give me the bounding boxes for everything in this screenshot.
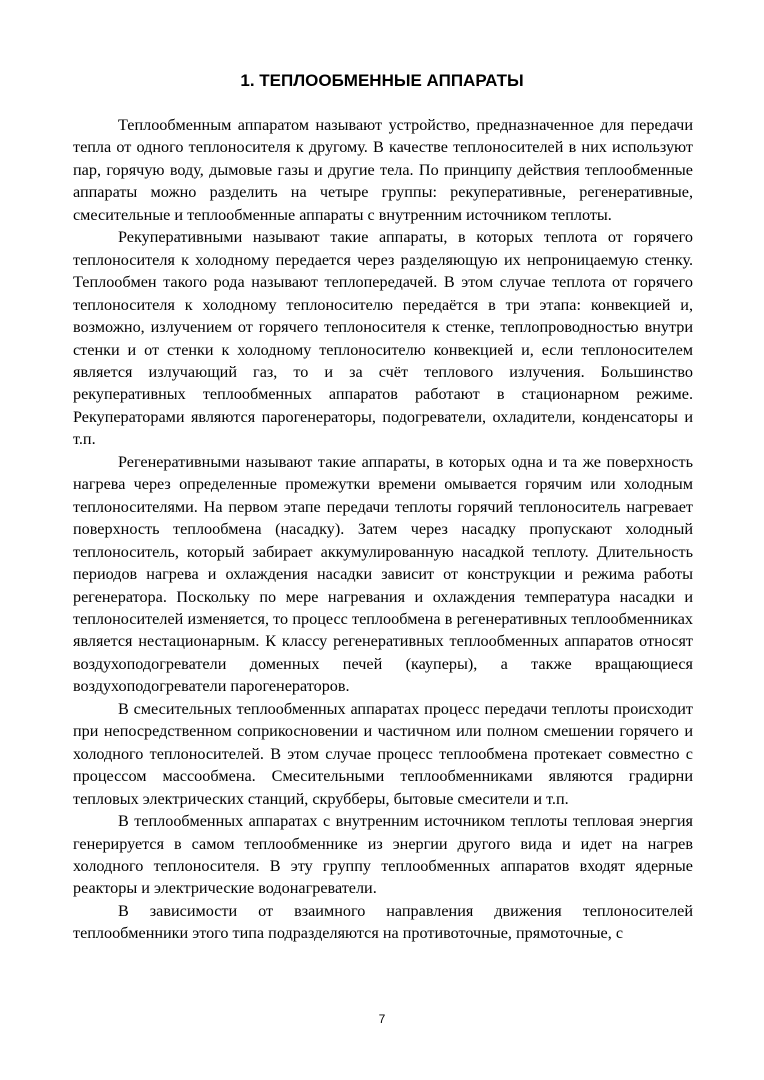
paragraph-1: Теплообменным аппаратом называют устройство, предназначенное для передачи тепла от одного теплоносителя к другому. В качестве теплоносителей в них используют пар, горячую воду, дымовые газы и другие тела. По принципу действия теплообменные аппараты можно разделить на четыре группы: рекуперативные, регенеративные, смесительные и теплообменные аппараты с внутренним источником теплоты. — [73, 116, 693, 224]
paragraph-4: В смесительных теплообменных аппаратах процесс передачи теплоты происходит при непосредственном соприкосновении и частичном или полном смешении горячего и холодного теплоносителей. В этом случае процесс теплообмена протекает совместно с процессом массообмена. Смесительными теплообменниками являются градирни тепловых электрических станций, скрубберы, бытовые смесители и т.п. — [73, 699, 693, 808]
paragraph-2: Рекуперативными называют такие аппараты, в которых теплота от горячего теплоносителя к холодному передается через разделяющую их непроницаемую стенку. Теплообмен такого рода называют теплопередачей. В этом случае теплота от горячего теплоносителя к холодному теплоносителю передаётся в три этапа: конвекцией и, возможно, излучением от горячего теплоносителя к стенке, теплопроводностью внутри стенки и от стенки к холодному теплоносителю конвекцией и, если теплоносителем является излучающий газ, то и за счёт теплового излучения. Большинство рекуперативных теплообменных аппаратов работают в стационарном режиме. Рекуператорами являются парогенераторы, подогреватели, охладители, конденсаторы и т.п. — [73, 228, 693, 449]
page-number: 7 — [378, 1012, 386, 1026]
page-title: 1. ТЕПЛООБМЕННЫЕ АППАРАТЫ — [240, 71, 524, 90]
body-text — [73, 114, 693, 945]
paragraph-3: Регенеративными называют такие аппараты, в которых одна и та же поверхность нагрева через определенные промежутки времени омывается горячим или холодным теплоносителями. На первом этапе передачи теплоты горячий теплоноситель нагревает поверхность теплообмена (насадку). Затем через насадку пропускают холодный теплоноситель, который забирает аккумулированную насадкой теплоту. Длительность периодов нагрева и охлаждения насадки зависит от конструкции и режима работы регенератора. Поскольку по мере нагревания и охлаждения температура насадки и теплоносителей изменяется, то процесс теплообмена в регенеративных теплообменниках является нестационарным. К классу регенеративных теплообменных аппаратов относят воздухоподогреватели доменных печей (кауперы), а также вращающиеся воздухоподогреватели парогенераторов. — [73, 452, 693, 696]
paragraph-6: В зависимости от взаимного направления движения теплоносителей теплообменники этого типа подразделяются на противоточные, прямоточные, с — [73, 901, 693, 943]
paragraph-5: В теплообменных аппаратах с внутренним источником теплоты тепловая энергия генерируется в самом теплообменнике из энергии другого вида и идет на нагрев холодного теплоносителя. В эту группу теплообменных аппаратов входят ядерные реакторы и электрические водонагреватели. — [73, 812, 693, 898]
